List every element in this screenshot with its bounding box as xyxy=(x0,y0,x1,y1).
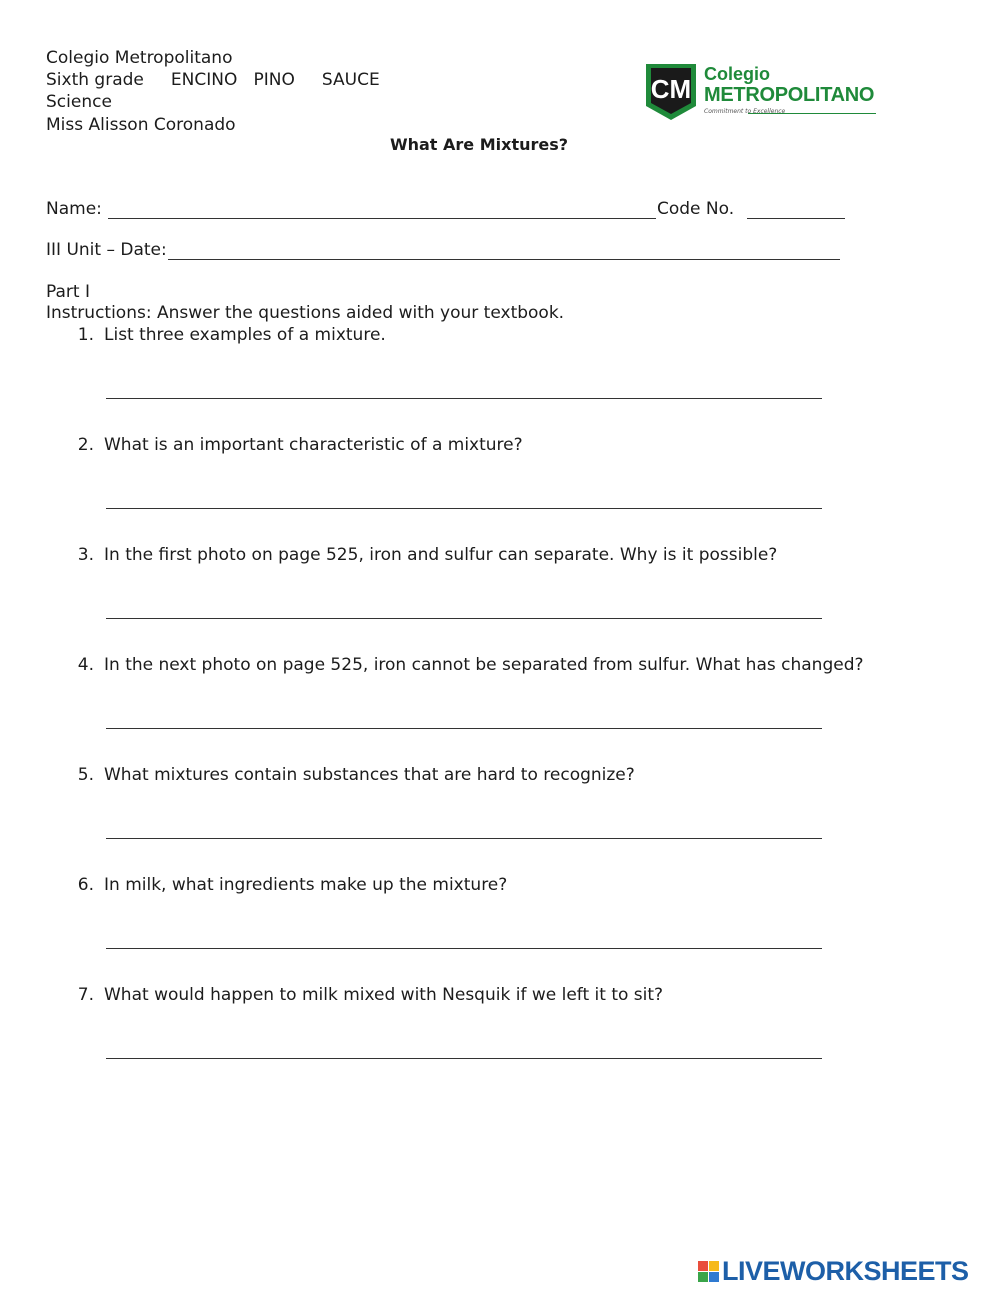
subject: Science xyxy=(46,92,112,112)
question-number: 1. xyxy=(77,325,94,345)
answer-line-5[interactable] xyxy=(106,838,822,839)
answer-line-3[interactable] xyxy=(106,618,822,619)
logo-line-2: METROPOLITANO xyxy=(704,84,875,106)
question-number: 7. xyxy=(77,985,94,1005)
liveworksheets-logo-icon xyxy=(698,1261,719,1282)
question-text: List three examples of a mixture. xyxy=(104,325,386,345)
logo-block xyxy=(698,1261,708,1271)
question-text: What is an important characteristic of a mixture? xyxy=(104,435,523,455)
question-number: 4. xyxy=(77,655,94,675)
watermark-text: LIVEWORKSHEETS xyxy=(722,1255,969,1286)
svg-text:CM: CM xyxy=(650,74,692,104)
logo-block xyxy=(709,1272,719,1282)
question-text: What would happen to milk mixed with Nesquik if we left it to sit? xyxy=(104,985,664,1005)
date-label: III Unit – Date: xyxy=(46,240,167,260)
part-label: Part I xyxy=(46,282,90,302)
date-input-line[interactable] xyxy=(168,259,840,260)
question-number: 2. xyxy=(77,435,94,455)
question-text: In the next photo on page 525, iron cannot be separated from sulfur. What has changed? xyxy=(104,655,864,675)
school-name: Colegio Metropolitano xyxy=(46,48,233,68)
cm-monogram-icon xyxy=(644,60,698,122)
logo-tagline: Commitment to Excellence xyxy=(704,108,786,115)
question-number: 6. xyxy=(77,875,94,895)
liveworksheets-watermark xyxy=(698,1256,969,1286)
logo-block xyxy=(709,1261,719,1271)
logo-rule xyxy=(748,113,876,114)
page-title: What Are Mixtures? xyxy=(389,135,569,154)
school-logo xyxy=(644,60,884,122)
question-text: In the first photo on page 525, iron and sulfur can separate. Why is it possible? xyxy=(104,545,778,565)
instructions: Instructions: Answer the questions aided with your textbook. xyxy=(46,303,565,323)
answer-line-2[interactable] xyxy=(106,508,822,509)
question-text: In milk, what ingredients make up the mixture? xyxy=(104,875,508,895)
code-input-line[interactable] xyxy=(747,218,845,219)
logo-block xyxy=(698,1272,708,1282)
answer-line-7[interactable] xyxy=(106,1058,822,1059)
code-label: Code No. xyxy=(657,199,735,219)
answer-line-6[interactable] xyxy=(106,948,822,949)
question-number: 5. xyxy=(77,765,94,785)
answer-line-4[interactable] xyxy=(106,728,822,729)
teacher-name: Miss Alisson Coronado xyxy=(46,115,236,135)
name-input-line[interactable] xyxy=(108,218,656,219)
grade-line: Sixth grade ENCINO PINO SAUCE xyxy=(46,70,380,90)
logo-line-1: Colegio xyxy=(704,64,770,84)
question-text: What mixtures contain substances that are hard to recognize? xyxy=(104,765,635,785)
name-label: Name: xyxy=(46,199,102,219)
question-number: 3. xyxy=(77,545,94,565)
answer-line-1[interactable] xyxy=(106,398,822,399)
